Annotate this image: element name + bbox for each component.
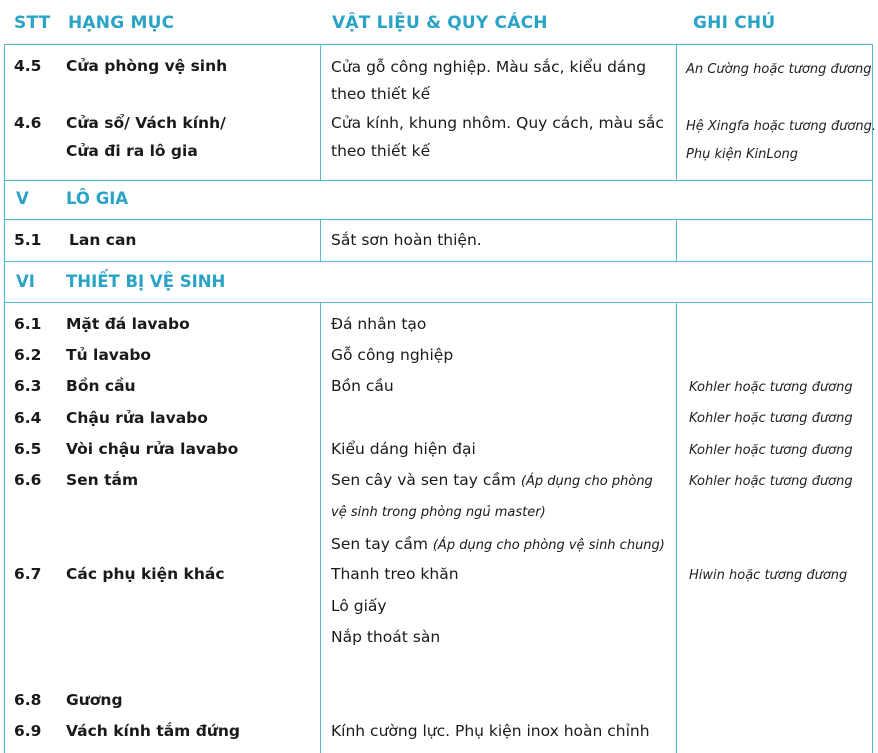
row-item: Cửa phòng vệ sinh <box>66 57 228 75</box>
row-note: Kohler hoặc tương đương <box>689 411 853 426</box>
row-material: Cửa gỗ công nghiệp. Màu sắc, kiểu dáng <box>331 58 647 76</box>
table-rule <box>4 219 872 220</box>
row-material: Thanh treo khăn <box>331 565 459 583</box>
header-note: GHI CHÚ <box>693 13 776 33</box>
row-number: 5.1 <box>14 231 42 249</box>
row-material: Nắp thoát sàn <box>331 628 441 646</box>
material-text: Sen tay cầm <box>331 535 433 553</box>
row-material: Kính cường lực. Phụ kiện inox hoàn chỉnh <box>331 722 650 740</box>
row-material: Lô giấy <box>331 597 387 615</box>
table-border-right <box>872 44 873 753</box>
row-item: Cửa đi ra lô gia <box>66 142 198 160</box>
header-material: VẬT LIỆU & QUY CÁCH <box>332 13 548 33</box>
row-number: 6.3 <box>14 377 42 395</box>
row-number: 4.6 <box>14 114 42 132</box>
table-border-left <box>4 44 5 753</box>
row-item: Lan can <box>69 231 137 249</box>
row-item: Gương <box>66 691 123 709</box>
row-number: 6.8 <box>14 691 42 709</box>
header-category: HẠNG MỤC <box>68 13 175 33</box>
material-remark: (Áp dụng cho phòng <box>520 474 653 489</box>
row-note: Hiwin hoặc tương đương <box>689 568 848 583</box>
row-note: An Cường hoặc tương đương <box>686 62 872 77</box>
row-material: Đá nhân tạo <box>331 315 427 333</box>
row-item: Mặt đá lavabo <box>66 315 190 333</box>
row-number: 6.4 <box>14 409 42 427</box>
row-number: 6.1 <box>14 315 42 333</box>
column-divider <box>676 302 677 753</box>
row-material: Sắt sơn hoàn thiện. <box>331 231 482 249</box>
table-rule <box>4 180 872 181</box>
row-material <box>331 470 653 492</box>
section-number: VI <box>16 272 35 291</box>
row-number: 4.5 <box>14 57 42 75</box>
material-remark: vệ sinh trong phòng ngủ master) <box>331 505 546 520</box>
row-material: Bồn cầu <box>331 377 394 395</box>
header-stt: STT <box>14 13 51 33</box>
row-number: 6.7 <box>14 565 42 583</box>
row-material <box>331 534 665 556</box>
section-number: V <box>16 189 29 208</box>
table-rule <box>4 261 872 262</box>
row-number: 6.9 <box>14 722 42 740</box>
row-number: 6.2 <box>14 346 42 364</box>
table-rule <box>4 302 872 303</box>
table-rule <box>4 44 872 45</box>
row-material: Cửa kính, khung nhôm. Quy cách, màu sắc <box>331 114 664 132</box>
section-title: LÔ GIA <box>66 189 129 208</box>
row-note: Kohler hoặc tương đương <box>689 474 853 489</box>
row-item: Vòi chậu rửa lavabo <box>66 440 239 458</box>
row-item: Bồn cầu <box>66 377 136 395</box>
column-divider <box>320 302 321 753</box>
row-item: Vách kính tắm đứng <box>66 722 240 740</box>
row-number: 6.5 <box>14 440 42 458</box>
row-item: Sen tắm <box>66 471 139 489</box>
row-item: Cửa sổ/ Vách kính/ <box>66 114 226 132</box>
row-note: Kohler hoặc tương đương <box>689 443 853 458</box>
row-note: Phụ kiện KinLong <box>686 147 799 162</box>
row-note: Kohler hoặc tương đương <box>689 380 853 395</box>
material-remark: (Áp dụng cho phòng vệ sinh chung) <box>432 538 665 553</box>
row-material: Gỗ công nghiệp <box>331 346 454 364</box>
row-material: theo thiết kế <box>331 85 431 103</box>
section-title: THIẾT BỊ VỆ SINH <box>66 272 226 291</box>
column-divider <box>320 44 321 180</box>
row-item: Chậu rửa lavabo <box>66 409 208 427</box>
row-item: Tủ lavabo <box>66 346 152 364</box>
row-material: Kiểu dáng hiện đại <box>331 440 476 458</box>
material-text: Sen cây và sen tay cầm <box>331 471 521 489</box>
row-note: Hệ Xingfa hoặc tương đương. <box>686 119 877 134</box>
row-number: 6.6 <box>14 471 42 489</box>
column-divider <box>676 219 677 261</box>
column-divider <box>676 44 677 180</box>
row-item: Các phụ kiện khác <box>66 565 225 583</box>
column-divider <box>320 219 321 261</box>
row-material: theo thiết kế <box>331 142 431 160</box>
